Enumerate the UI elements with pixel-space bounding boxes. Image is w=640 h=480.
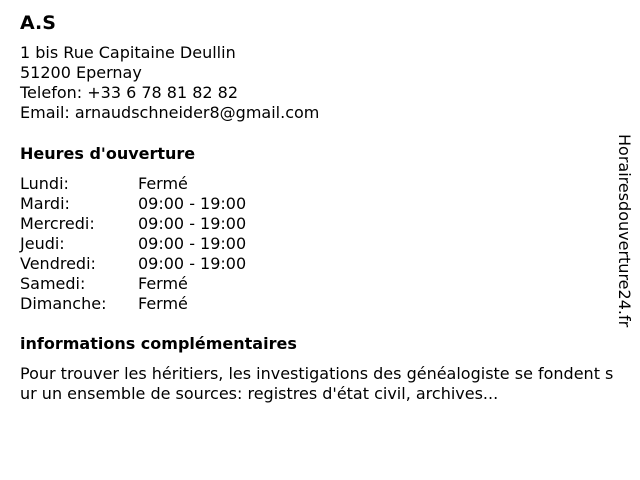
hours-day: Dimanche: [20,294,107,313]
hours-day: Lundi: [20,174,69,193]
phone-number: Telefon: +33 6 78 81 82 82 [20,83,239,102]
hours-time: 09:00 - 19:00 [138,234,247,253]
hours-row-tuesday [20,194,246,214]
hours-day: Vendredi: [20,254,96,273]
site-watermark: Horairesdouverture24.fr [615,134,634,328]
hours-day: Samedi: [20,274,86,293]
hours-time: Fermé [138,174,188,193]
business-name: A.S [20,12,56,34]
hours-time: Fermé [138,294,188,313]
business-description: Pour trouver les héritiers, les investigations des généalogiste se fondent sur un ensemble de sources: registres d'état civil, archives... [20,364,614,403]
contact-block [20,43,319,123]
hours-day: Jeudi: [20,234,65,253]
opening-hours-table [20,174,246,314]
hours-day: Mardi: [20,194,70,213]
hours-row-sunday [20,294,246,314]
hours-row-monday [20,174,246,194]
hours-row-wednesday [20,214,246,234]
address-city: 51200 Epernay [20,63,142,82]
hours-row-friday [20,254,246,274]
hours-time: Fermé [138,274,188,293]
hours-day: Mercredi: [20,214,95,233]
hours-time: 09:00 - 19:00 [138,194,247,213]
opening-hours-heading: Heures d'ouverture [20,144,196,163]
hours-time: 09:00 - 19:00 [138,254,247,273]
email-address: Email: arnaudschneider8@gmail.com [20,103,320,122]
address-street: 1 bis Rue Capitaine Deullin [20,43,236,62]
hours-time: 09:00 - 19:00 [138,214,247,233]
additional-info-heading: informations complémentaires [20,334,297,353]
hours-row-thursday [20,234,246,254]
hours-row-saturday [20,274,246,294]
